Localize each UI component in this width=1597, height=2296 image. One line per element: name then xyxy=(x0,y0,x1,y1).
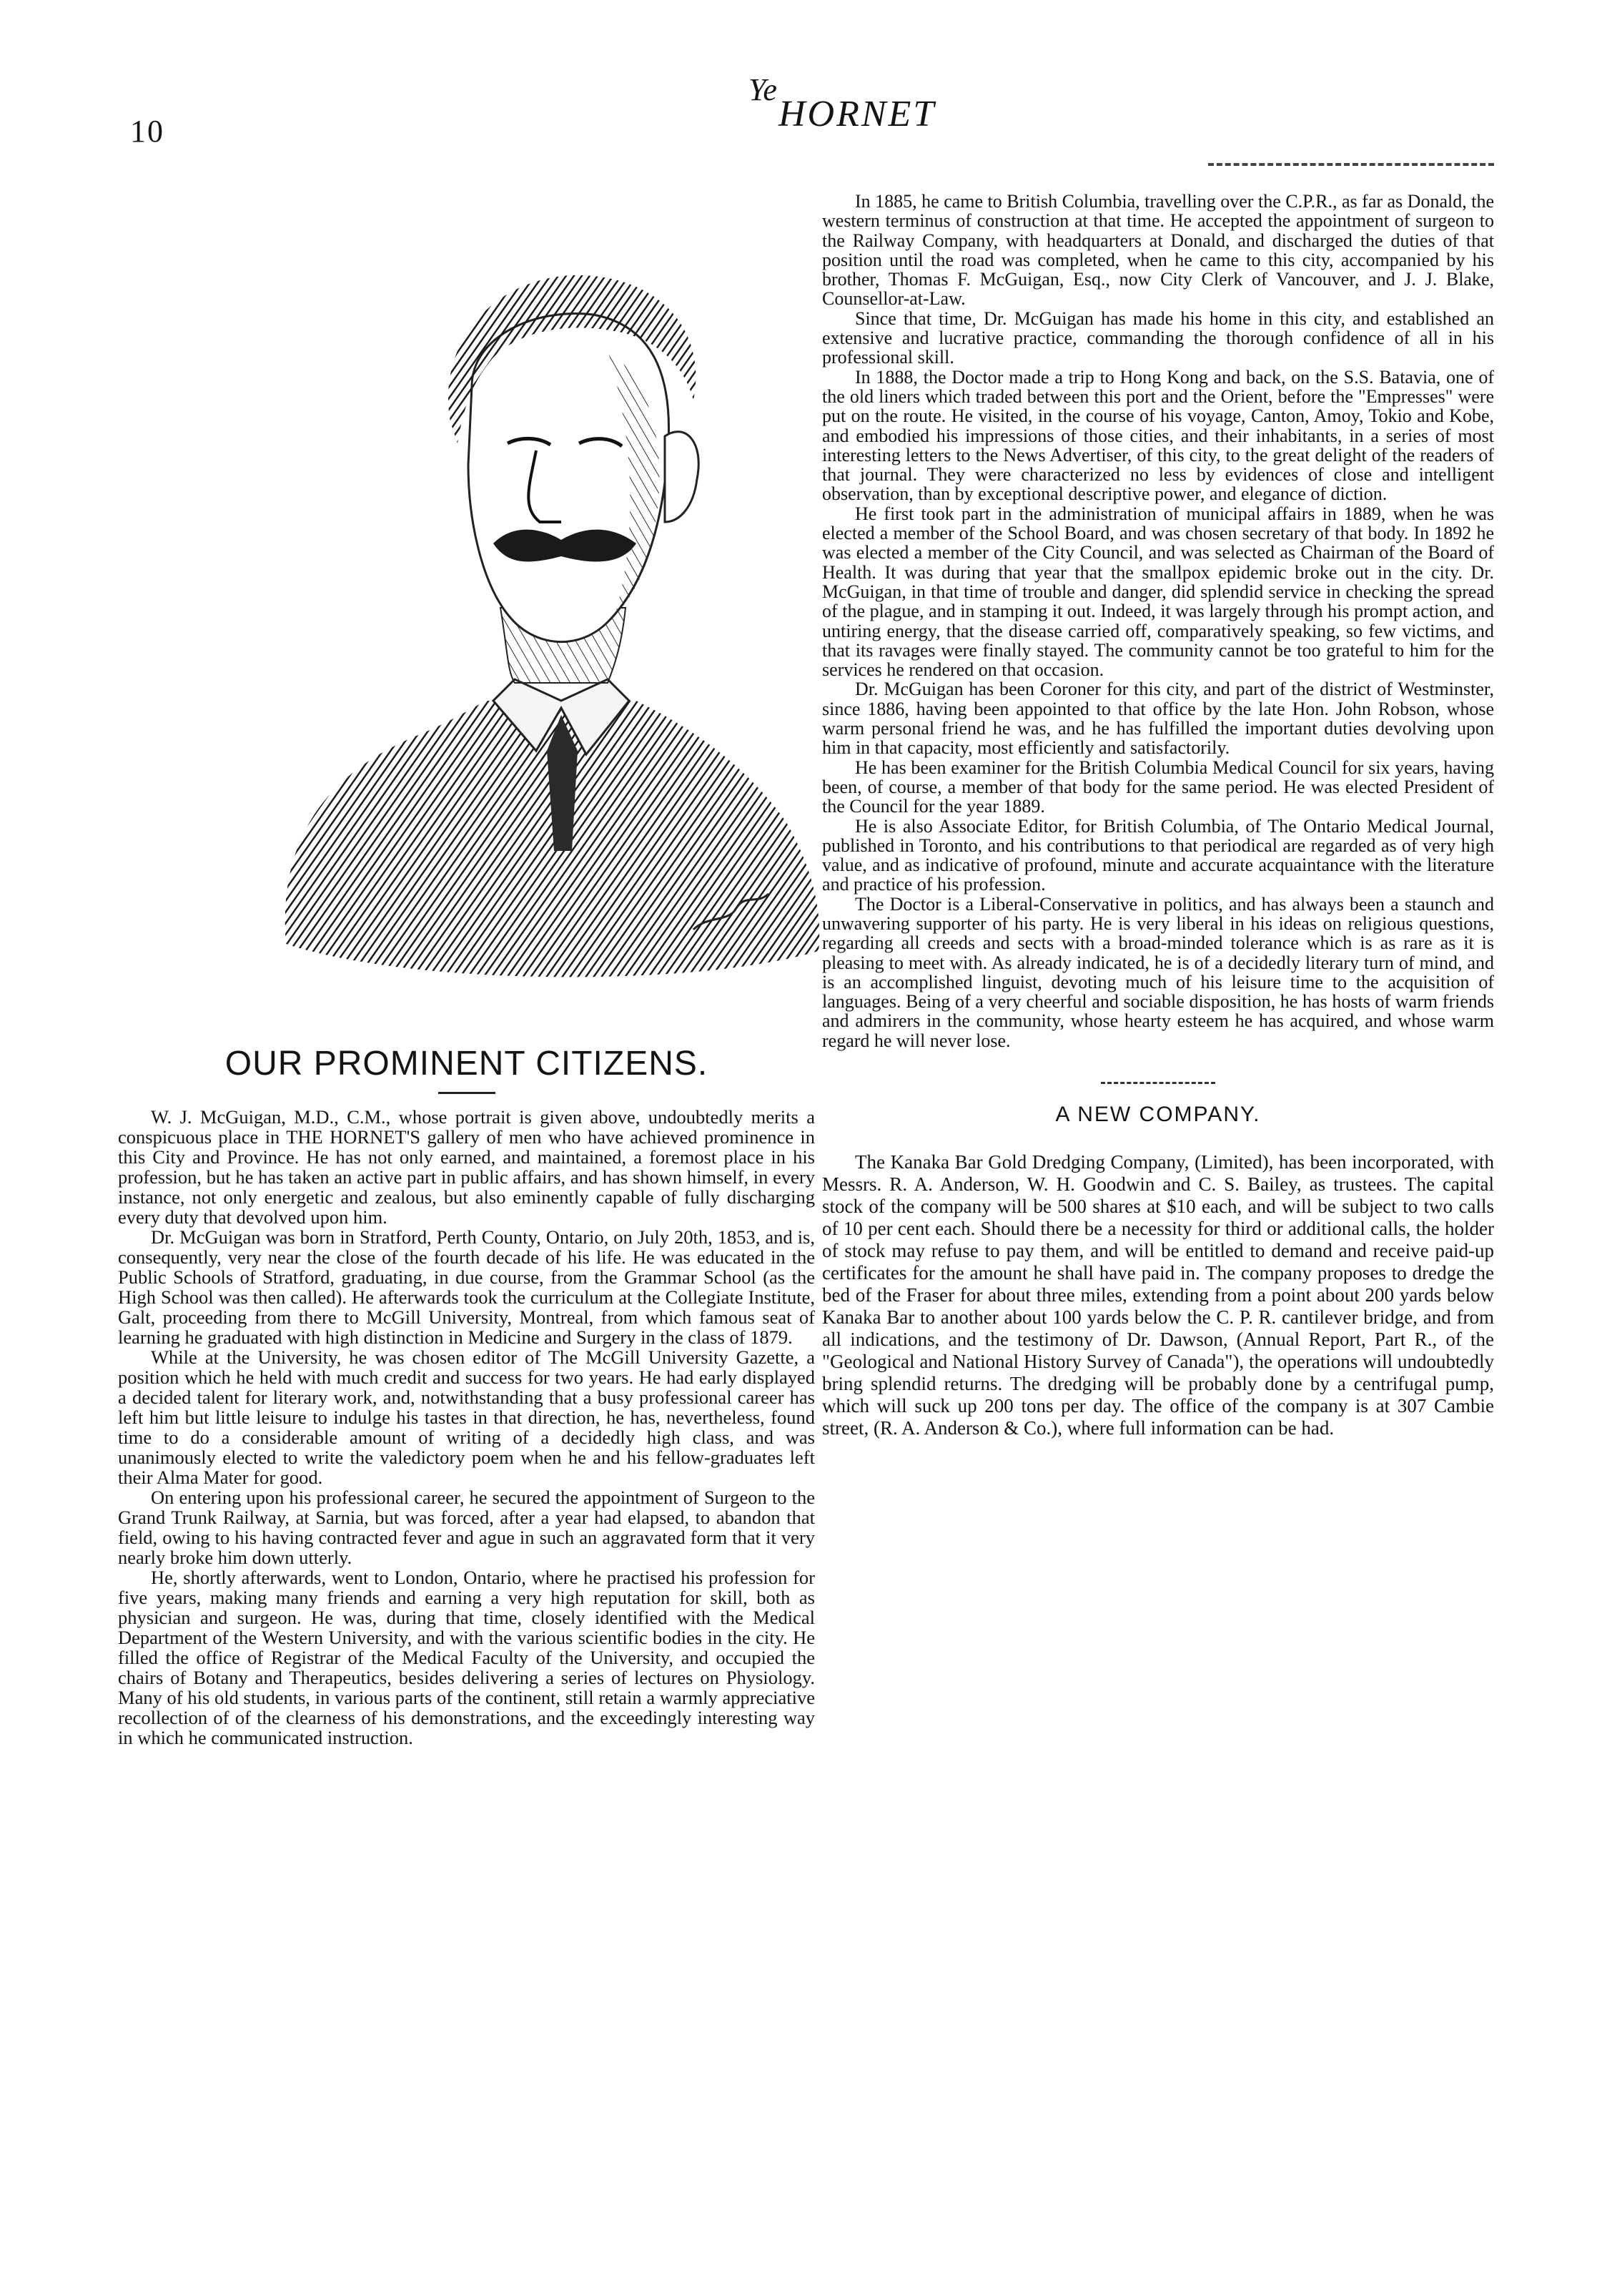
article-company xyxy=(822,1050,1494,1439)
section-divider xyxy=(1101,1082,1215,1084)
article-paragraph: Dr. McGuigan has been Coroner for this city, and part of the district of Westminster, since 1886, having been appointed to that office by the late Hon. John Robson, whose warm personal friend he was, and he has fulfilled the important duties devolving upon him in that capacity, most efficiently and satisfactorily. xyxy=(822,679,1494,759)
article-paragraph: He, shortly afterwards, went to London, Ontario, where he practised his profession for five years, making many friends and earning a very high reputation for skill, both as physician and surgeon. He was, during that time, closely identified with the Medical Department of the Western University, and with the various scientific bodies in the city. He filled the office of Registrar of the Medical Faculty of the University, and occupied the chairs of Botany and Therapeutics, besides delivering a series of lectures on Physiology. Many of his old students, in various parts of the continent, still retain a warmly appreciative recollection of of the clearness of his demonstrations, and the exceedingly interesting way in which he communicated instruction. xyxy=(118,1567,815,1748)
header-rule xyxy=(1208,163,1494,166)
article-paragraph: Since that time, Dr. McGuigan has made his home in this city, and established an extensive and lucrative practice, commanding the thorough confidence of all in his professional skill. xyxy=(822,307,1494,368)
article-paragraph: He first took part in the administration of municipal affairs in 1889, when he was elected a member of the School Board, and was chosen secretary of that body. In 1892 he was elected a member of the City Council, and was selected as Chairman of the Board of Health. It was during that year that the smallpox epidemic broke out in the city. Dr. McGuigan, in that time of trouble and danger, did splendid service in checking the spread of the plague, and in stamping it out. Indeed, it was largely through his prompt action, and untiring energy, that the disease carried off, comparatively speaking, so few victims, and that its ravages were finally stayed. The community cannot be too grateful to him for the services he rendered on that occasion. xyxy=(822,503,1494,681)
article-title-company: A NEW COMPANY. xyxy=(1055,1103,1261,1127)
article-paragraph: While at the University, he was chosen editor of The McGill University Gazette, a position which he held with much credit and success for two years. He had early displayed a decided talent for literary work, and, notwithstanding that a busy professional career has left him but little leisure to indulge his tastes in that direction, he has, nevertheless, found time to do a considerable amount of writing of a decidedly high class, and was unanimously elected to write the valedictory poem when he and his fellow-graduates left their Alma Mater for good. xyxy=(118,1346,815,1488)
masthead-title: HORNET xyxy=(778,94,936,134)
portrait-engraving xyxy=(236,207,829,1008)
title-rule xyxy=(438,1092,495,1094)
article-paragraph: The Doctor is a Liberal-Conservative in politics, and has always been a staunch and unwavering supporter of his party. He is very liberal in his ideas on religious questions, regarding all creeds and sects with a broad-minded tolerance which is as rare as it is pleasing to meet with. As already indicated, he is of a decidedly literary turn of mind, and is an accomplished linguist, devoting much of his leisure time to the acquisition of languages. Being of a very cheerful and sociable disposition, he has hosts of warm friends and admirers in the community, whose hearty esteem he has acquired, and whose warm regard he will never lose. xyxy=(822,893,1494,1051)
article-paragraph: W. J. McGuigan, M.D., C.M., whose portrait is given above, undoubtedly merits a conspicuous place in THE HORNET'S gallery of men who have achieved prominence in this City and Province. He has not only earned, and maintained, a foremost place in his profession, but he has taken an active part in public affairs, and has shown himself, in every instance, not only energetic and zealous, but also eminently capable of fully discharging every duty that devolved upon him. xyxy=(118,1106,815,1228)
article-paragraph: Dr. McGuigan was born in Stratford, Perth County, Ontario, on July 20th, 1853, and is, consequently, very near the close of the fourth decade of his life. He was educated in the Public Schools of Stratford, graduating, in due course, from the Grammar School (as the High School was then called). He afterwards took the curriculum at the Collegiate Institute, Galt, proceeding from there to McGill University, Montreal, from which famous seat of learning he graduated with high distinction in Medicine and Surgery in the class of 1879. xyxy=(118,1226,815,1348)
masthead-logo xyxy=(747,72,936,150)
column-left xyxy=(118,1044,815,1748)
article-paragraph: In 1888, the Doctor made a trip to Hong Kong and back, on the S.S. Batavia, one of the old liners which traded between this port and the Orient, before the "Empresses" were put on the route. He visited, in the course of his voyage, Canton, Amoy, Tokio and Kobe, and embodied his impressions of those cities, and their inhabitants, in a series of most interesting letters to the News Advertiser, of this city, to the great delight of the readers of that journal. They were characterized no less by evidences of close and intelligent observation, than by exceptional descriptive power, and elegance of diction. xyxy=(822,366,1494,505)
article-paragraph: He has been examiner for the British Columbia Medical Council for six years, having been, of course, a member of that body for the same period. He was elected President of the Council for the year 1889. xyxy=(822,757,1494,817)
article-paragraph: On entering upon his professional career, he secured the appointment of Surgeon to the Grand Trunk Railway, at Sarnia, but was forced, after a year had elapsed, to abandon that field, owing to his having contracted fever and ague in such an aggravated form that it very nearly broke him down utterly. xyxy=(118,1487,815,1568)
masthead-prefix: Ye xyxy=(748,72,777,107)
page-number: 10 xyxy=(130,114,164,149)
article-paragraph: The Kanaka Bar Gold Dredging Company, (Limited), has been incorporated, with Messrs. R. A. Anderson, W. H. Goodwin and C. S. Bailey, as trustees. The capital stock of the company will be 500 shares at $10 each, and will be subject to two calls of 10 per cent each. Should there be a necessity for third or additional calls, the holder of stock may refuse to pay them, and will be entitled to demand and receive paid-up certificates for the amount he shall have paid in. The company proposes to dredge the bed of the Fraser for about three miles, extending from a point about 200 yards below Kanaka Bar to another about 100 yards below the C. P. R. cantilever bridge, and from all indications, and the testimony of Dr. Dawson, (Annual Report, Part R., of the "Geological and National History Survey of Canada"), the operations will undoubtedly bring splendid returns. The dredging will be probably done by a centrifugal pump, which will suck up 200 tons per day. The office of the company is at 307 Cambie street, (R. A. Anderson & Co.), where full information can be had. xyxy=(822,1151,1494,1439)
article-paragraph: He is also Associate Editor, for British Columbia, of The Ontario Medical Journal, published in Toronto, and his contributions to that periodical are regarded as of very high value, and as indicative of profound, minute and accurate acquaintance with the literature and practice of his profession. xyxy=(822,815,1494,895)
column-right xyxy=(822,192,1494,1439)
article-paragraph: In 1885, he came to British Columbia, travelling over the C.P.R., as far as Donald, the western terminus of construction at that time. He accepted the appointment of surgeon to the Railway Company, with headquarters at Donald, and discharged the duties of that position until the road was completed, when he came to this city, accompanied by his brother, Thomas F. McGuigan, Esq., now City Clerk of Vancouver, and J. J. Blake, Counsellor-at-Law. xyxy=(822,191,1494,310)
article-title-citizens: OUR PROMINENT CITIZENS. xyxy=(224,1045,708,1083)
